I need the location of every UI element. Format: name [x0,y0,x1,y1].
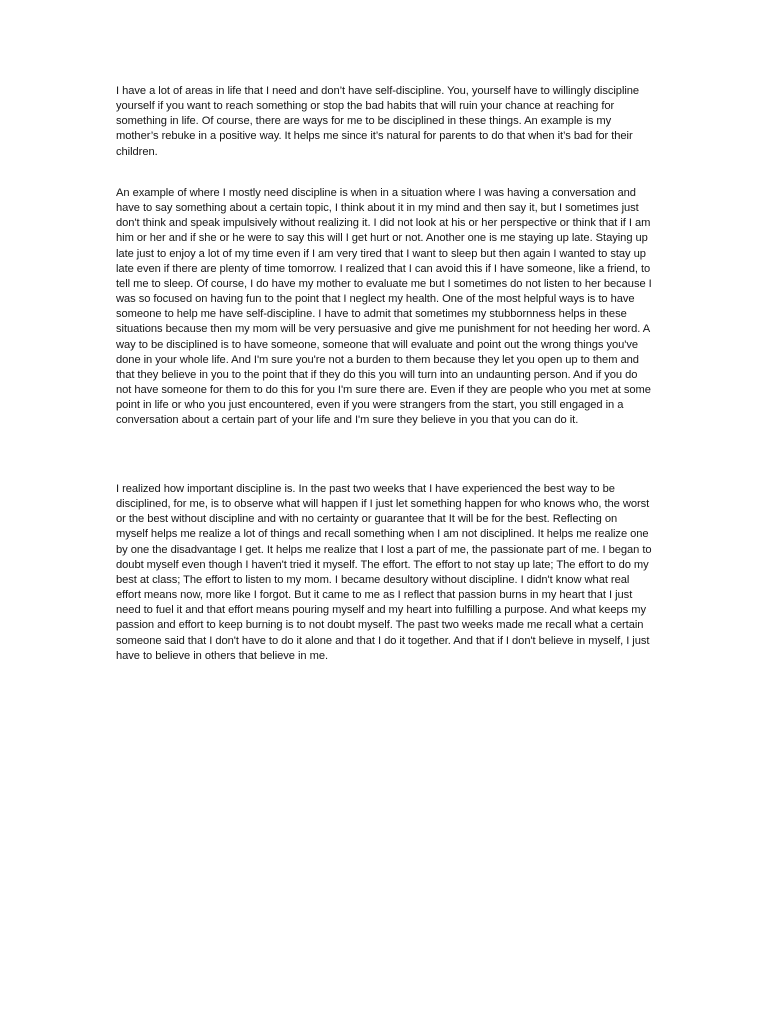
paragraph-2: An example of where I mostly need discipline is when in a situation where I was having a conversation and have to say something about a certain topic, I think about it in my mind and then say it, but I sometimes just don't think and speak impulsively without realizing it. I did not look at his or her perspective or think that if I am him or her and if she or he were to say this will I get hurt or not. Another one is me staying up late. Staying up late just to enjoy a lot of my time even if I am very tired that I want to sleep but then again I wanted to stay up late even if there are plenty of time tomorrow. I realized that I can avoid this if I have someone, like a friend, to tell me to sleep. Of course, I do have my mother to evaluate me but I sometimes do not listen to her because I was so focused on having fun to the point that I neglect my health. One of the most helpful ways is to have someone to help me have self-discipline. I have to admit that sometimes my stubbornness helps in these situations because then my mom will be very persuasive and give me punishment for not heeding her word. A way to be disciplined is to have someone, someone that will evaluate and point out the wrong things you've done in your whole life. And I'm sure you're not a burden to them because they let you open up to them and that they believe in you to the point that if they do this you will turn into an undaunting person. And if you do not have someone for them to do this for you I'm sure there are. Even if they are people who you met at some point in life or who you just encountered, even if you were strangers from the start, you still engaged in a conversation about a certain part of your life and I'm sure they believe in you that you can do it. [116,187,652,427]
paragraph-1: I have a lot of areas in life that I need and don’t have self-discipline. You, yourself have to willingly discipline yourself if you want to reach something or stop the bad habits that will ruin your chance at reaching for something in life. Of course, there are ways for me to be disciplined in these things. An example is my mother’s rebuke in a positive way. It helps me since it’s natural for parents to do that when it’s bad for their children. [116,85,640,158]
paragraph-3: I realized how important discipline is. In the past two weeks that I have experienced the best way to be disciplined, for me, is to observe what will happen if I just let something happen for who knows who, the worst or the best without discipline and with no certainty or guarantee that It will be for the best. Reflecting on myself helps me realize a lot of things and recall something when I am not disciplined. It helps me realize one by one the disadvantage I get. It helps me realize that I lost a part of me, the passionate part of me. I began to doubt myself even though I haven't tried it myself. The effort. The effort to not stay up late; The effort to do my best at class; The effort to listen to my mom. I became desultory without discipline. I didn't know what real effort means now, more like I forgot. But it came to me as I reflect that passion burns in my heart that I just need to fuel it and that effort means pouring myself and my heart into fulfilling a purpose. And what keeps my passion and effort to keep burning is to not doubt myself. The past two weeks made me recall what a certain someone said that I don't have to do it alone and that I do it together. And that if I don't believe in myself, I just have to believe in others that believe in me. [116,483,652,662]
